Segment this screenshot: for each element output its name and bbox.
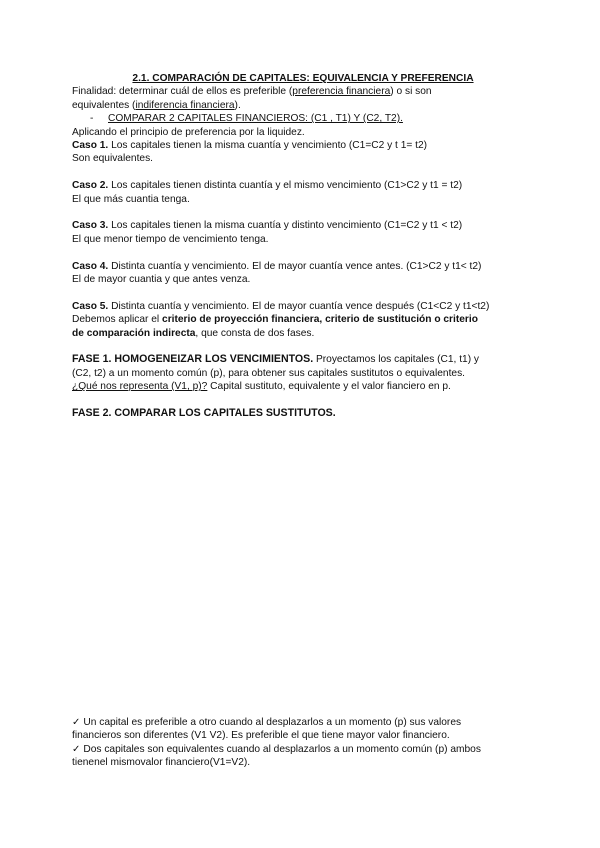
case-label: Caso 4. <box>72 260 109 272</box>
case-text: Los capitales tienen distinta cuantía y el mismo vencimiento (C1>C2 y t1 = t2) <box>108 180 463 192</box>
spacer <box>72 206 534 219</box>
case-3-result: El que menor tiempo de vencimiento tenga. <box>72 233 269 245</box>
section-title: 2.1. COMPARACIÓN DE CAPITALES: EQUIVALENCIA Y PREFERENCIA <box>132 73 474 84</box>
case-text: Los capitales tienen la misma cuantía y distinto vencimiento (C1=C2 y t1 < t2) <box>108 220 463 232</box>
spacer <box>72 340 534 353</box>
intro-underlined-term: indiferencia financiera <box>135 99 235 111</box>
fase-text: Proyectamos los capitales (C1, t1) y <box>313 354 480 366</box>
principle-text: Aplicando el principio de preferencia por la liquidez. <box>72 126 305 138</box>
case-label: Caso 1. <box>72 140 109 152</box>
note-2-line-2: tienenel mismovalor financiero(V1=V2). <box>72 757 251 769</box>
bullet-item <box>72 112 534 125</box>
fase-heading: FASE 1. HOMOGENEIZAR LOS VENCIMIENTOS. <box>72 353 314 366</box>
notes-section <box>72 716 534 770</box>
fase-1-line-3 <box>72 380 534 393</box>
case-2-line <box>72 179 534 192</box>
spacer <box>72 286 534 299</box>
note-1-line-1 <box>72 716 534 729</box>
criteria-bold-text: criterio de proyección financiera, criterio de sustitución o criterio <box>162 314 478 326</box>
note-2-line-1 <box>72 743 534 756</box>
case-text: Distinta cuantía y vencimiento. El de mayor cuantía vence después (C1<C2 y t1<t2) <box>108 300 490 312</box>
spacer <box>72 246 534 259</box>
intro-text: equivalentes ( <box>72 99 136 111</box>
case-4-line <box>72 260 534 273</box>
intro-text: ) o si son <box>390 86 432 98</box>
intro-line-2 <box>72 99 534 112</box>
case-text: Los capitales tienen la misma cuantía y vencimiento (C1=C2 y t 1= t2) <box>108 140 428 152</box>
case-label: Caso 2. <box>72 180 109 192</box>
criteria-bold-text: de comparación indirecta <box>72 327 196 339</box>
case-text: Debemos aplicar el <box>72 314 163 326</box>
fase-1-line <box>72 353 534 366</box>
document-body <box>72 72 534 420</box>
fase-2-heading: FASE 2. COMPARAR LOS CAPITALES SUSTITUTOS. <box>72 407 336 420</box>
check-icon: ✓ <box>72 743 81 755</box>
note-text: Un capital es preferible a otro cuando al desplazarlos a un momento (p) sus valores <box>80 717 462 728</box>
case-5-criteria-line <box>72 313 534 326</box>
case-5-criteria-line-2 <box>72 327 534 340</box>
case-1-result: Son equivalentes. <box>72 153 153 165</box>
case-3-line <box>72 219 534 232</box>
note-1-line-2: financieros son diferentes (V1 V2). Es preferible el que tiene mayor valor financiero. <box>72 730 450 742</box>
fase-question: ¿Qué nos representa (V1, p)? <box>72 381 208 393</box>
spacer <box>72 166 534 179</box>
dash-bullet: - <box>90 113 94 125</box>
case-text: Distinta cuantía y vencimiento. El de mayor cuantía vence antes. (C1>C2 y t1< t2) <box>108 260 482 272</box>
intro-text: Finalidad: determinar cuál de ellos es preferible ( <box>72 86 293 98</box>
bullet-text: COMPARAR 2 CAPITALES FINANCIEROS: (C1 , T1) Y (C2, T2). <box>108 113 403 125</box>
case-4-result: El de mayor cuantia y que antes venza. <box>72 274 251 286</box>
intro-text: ). <box>234 99 241 111</box>
intro-line-1 <box>72 85 534 98</box>
case-1-line <box>72 139 534 152</box>
fase-1-line-2: (C2, t2) a un momento común (p), para obtener sus capitales sustitutos o equivalentes. <box>72 367 465 379</box>
spacer <box>72 394 534 407</box>
check-icon: ✓ <box>72 717 81 728</box>
case-label: Caso 3. <box>72 220 109 232</box>
case-text: , que consta de dos fases. <box>195 327 315 339</box>
fase-text: Capital sustituto, equivalente y el valor fianciero en p. <box>207 381 451 393</box>
case-2-result: El que más cuantia tenga. <box>72 193 190 205</box>
case-5-line <box>72 300 534 313</box>
note-text: Dos capitales son equivalentes cuando al desplazarlos a un momento común (p) ambos <box>80 743 481 755</box>
case-label: Caso 5. <box>72 300 109 312</box>
intro-underlined-term: preferencia financiera <box>292 86 391 98</box>
